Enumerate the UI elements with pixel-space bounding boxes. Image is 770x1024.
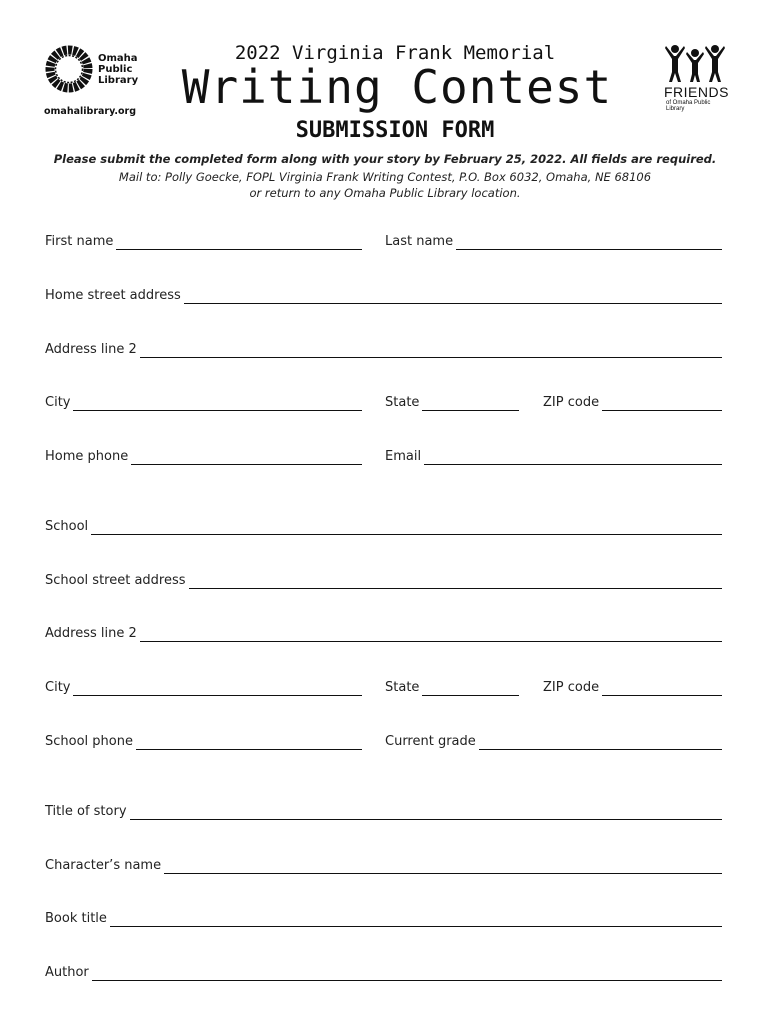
last-name-label: Last name [385, 234, 454, 249]
instructions-deadline: Please submit the completed form along with your story by February 25, 2022. All fields are required. [53, 152, 717, 166]
address-line2-label: Address line 2 [45, 342, 137, 357]
last-name-line[interactable] [456, 233, 722, 250]
school-state-line[interactable] [422, 679, 519, 696]
friends-word: FRIENDS [664, 84, 729, 100]
address-line2-line[interactable] [140, 341, 722, 358]
form-subtitle: SUBMISSION FORM [295, 118, 495, 143]
school-address-line2-field[interactable] [45, 622, 722, 642]
book-title-label: Book title [45, 911, 107, 926]
library-name-line-1: Omaha [98, 53, 138, 64]
library-name-line-3: Library [98, 75, 139, 86]
first-name-label: First name [45, 234, 114, 249]
school-street-field[interactable] [45, 569, 722, 589]
library-name-line-2: Public [98, 64, 133, 75]
city-label: City [45, 395, 71, 410]
home-phone-label: Home phone [45, 449, 129, 464]
book-title-line[interactable] [110, 910, 722, 927]
school-state-field[interactable] [385, 676, 519, 696]
school-city-label: City [45, 680, 71, 695]
author-label: Author [45, 965, 89, 980]
school-phone-field[interactable] [45, 730, 362, 750]
zip-line[interactable] [602, 394, 722, 411]
first-name-field[interactable] [45, 230, 362, 250]
school-street-label: School street address [45, 573, 186, 588]
characters-name-label: Character’s name [45, 858, 162, 873]
current-grade-field[interactable] [385, 730, 722, 750]
author-field[interactable] [45, 961, 722, 981]
school-address-line2-label: Address line 2 [45, 626, 137, 641]
story-title-field[interactable] [45, 800, 722, 820]
city-line[interactable] [73, 394, 362, 411]
school-phone-line[interactable] [136, 733, 362, 750]
home-street-field[interactable] [45, 284, 722, 304]
first-name-line[interactable] [116, 233, 362, 250]
instructions-mail-to: Mail to: Polly Goecke, FOPL Virginia Frank Writing Contest, P.O. Box 6032, Omaha, NE 68106 [118, 170, 652, 184]
city-field[interactable] [45, 391, 362, 411]
library-url: omahalibrary.org [44, 106, 137, 117]
home-phone-field[interactable] [45, 445, 362, 465]
characters-name-field[interactable] [45, 854, 722, 874]
zip-label: ZIP code [543, 395, 600, 410]
contest-year-title: 2022 Virginia Frank Memorial [234, 42, 556, 64]
home-street-label: Home street address [45, 288, 181, 303]
state-label: State [385, 395, 420, 410]
friends-subtitle: of Omaha Public Library [666, 100, 711, 112]
home-street-line[interactable] [184, 287, 722, 304]
instructions-return: or return to any Omaha Public Library location. [249, 186, 521, 200]
school-city-line[interactable] [73, 679, 362, 696]
school-phone-label: School phone [45, 734, 133, 749]
friends-figures-logo-icon [662, 42, 728, 84]
school-zip-label: ZIP code [543, 680, 600, 695]
email-field[interactable] [385, 445, 722, 465]
school-street-line[interactable] [189, 572, 722, 589]
school-line[interactable] [91, 518, 722, 535]
email-line[interactable] [424, 448, 722, 465]
author-line[interactable] [92, 964, 722, 981]
home-phone-line[interactable] [131, 448, 362, 465]
friends-logo [660, 42, 730, 112]
story-title-label: Title of story [45, 804, 127, 819]
school-zip-line[interactable] [602, 679, 722, 696]
school-city-field[interactable] [45, 676, 362, 696]
story-title-line[interactable] [130, 803, 722, 820]
zip-field[interactable] [543, 391, 722, 411]
current-grade-label: Current grade [385, 734, 476, 749]
school-label: School [45, 519, 89, 534]
school-zip-field[interactable] [543, 676, 722, 696]
last-name-field[interactable] [385, 230, 722, 250]
characters-name-line[interactable] [164, 857, 722, 874]
book-title-field[interactable] [45, 907, 722, 927]
state-field[interactable] [385, 391, 519, 411]
school-state-label: State [385, 680, 420, 695]
state-line[interactable] [422, 394, 519, 411]
email-label: Email [385, 449, 422, 464]
school-address-line2-line[interactable] [140, 625, 722, 642]
contest-main-title: Writing Contest [181, 60, 613, 114]
current-grade-line[interactable] [479, 733, 722, 750]
address-line2-field[interactable] [45, 338, 722, 358]
school-field[interactable] [45, 515, 722, 535]
